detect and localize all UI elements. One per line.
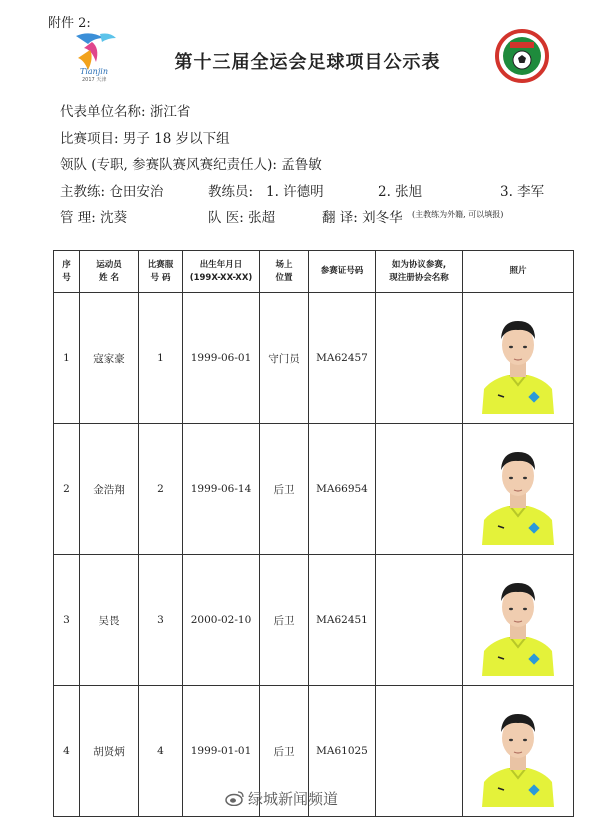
cell-no: 4 (54, 686, 80, 817)
cell-dob: 1999-06-01 (183, 293, 260, 424)
cell-dob: 2000-02-10 (183, 555, 260, 686)
manager: 管 理: 沈葵 (60, 210, 128, 226)
player-portrait (478, 565, 558, 676)
header-cell: 出生年月日 (199X-XX-XX) (183, 251, 260, 293)
coach-2: 2. 张旭 (378, 184, 423, 200)
head-coach: 主教练: 仓田安治 (60, 184, 164, 200)
cell-position: 后卫 (260, 424, 309, 555)
cell-assoc (376, 424, 463, 555)
cell-dob: 1999-06-14 (183, 424, 260, 555)
attachment-label: 附件 2: (48, 16, 91, 31)
page-title: 第十三届全运会足球项目公示表 (174, 52, 441, 73)
cell-card: MA62451 (309, 555, 376, 686)
cell-card: MA61025 (309, 686, 376, 817)
cell-position: 后卫 (260, 686, 309, 817)
player-portrait (478, 696, 558, 807)
header-cell: 运动员 姓 名 (80, 251, 139, 293)
cell-name: 胡贤炳 (80, 686, 139, 817)
header-cell: 照片 (463, 251, 574, 293)
cell-photo (463, 555, 574, 686)
doctor: 队 医: 张超 (208, 210, 276, 226)
cell-assoc (376, 686, 463, 817)
coach-3: 3. 李军 (500, 184, 545, 200)
coach-1: 1. 许德明 (266, 184, 324, 200)
table-header-row (54, 251, 574, 293)
player-portrait (478, 434, 558, 545)
coaches-label: 教练员: (208, 184, 254, 200)
cell-position: 后卫 (260, 555, 309, 686)
player-portrait (478, 303, 558, 414)
header-cell: 如为协议参赛, 现注册协会名称 (376, 251, 463, 293)
cell-jersey: 3 (139, 555, 183, 686)
translator: 翻 译: 刘冬华 (322, 210, 403, 226)
cell-photo (463, 424, 574, 555)
cell-photo (463, 293, 574, 424)
cell-photo (463, 686, 574, 817)
header-cell: 序 号 (54, 251, 80, 293)
info-staff-row (60, 206, 580, 224)
player-photo (478, 434, 558, 545)
cell-no: 3 (54, 555, 80, 686)
header-cell: 比赛服 号 码 (139, 251, 183, 293)
roster-table (53, 250, 574, 817)
cell-name: 吴畏 (80, 555, 139, 686)
table-row (54, 555, 574, 686)
player-photo (478, 565, 558, 676)
cell-jersey: 4 (139, 686, 183, 817)
cell-jersey: 1 (139, 293, 183, 424)
translator-note: (主教练为外籍, 可以填报) (412, 210, 504, 219)
cell-name: 寇家豪 (80, 293, 139, 424)
logo-subtext: 2017 天津 (82, 77, 107, 82)
cell-no: 2 (54, 424, 80, 555)
watermark-text: 绿城新闻频道 (248, 790, 339, 808)
player-photo (478, 696, 558, 807)
cell-jersey: 2 (139, 424, 183, 555)
weibo-icon (225, 790, 245, 806)
cell-name: 金浩翔 (80, 424, 139, 555)
header-cell: 场上 位置 (260, 251, 309, 293)
cell-position: 守门员 (260, 293, 309, 424)
cell-no: 1 (54, 293, 80, 424)
info-unit: 代表单位名称: 浙江省 (60, 104, 191, 120)
table-row (54, 424, 574, 555)
info-event: 比赛项目: 男子 18 岁以下组 (60, 131, 230, 147)
player-photo (478, 303, 558, 414)
cell-card: MA66954 (309, 424, 376, 555)
cell-assoc (376, 555, 463, 686)
header-cell: 参赛证号码 (309, 251, 376, 293)
logo-text: Tianjin (80, 67, 109, 76)
cell-assoc (376, 293, 463, 424)
football-association-emblem (495, 29, 549, 83)
cell-dob: 1999-01-01 (183, 686, 260, 817)
cell-card: MA62457 (309, 293, 376, 424)
info-leader: 领队 (专职, 参赛队赛风赛纪责任人): 孟鲁敏 (60, 157, 322, 173)
table-row (54, 293, 574, 424)
info-coaches-row (60, 180, 580, 198)
